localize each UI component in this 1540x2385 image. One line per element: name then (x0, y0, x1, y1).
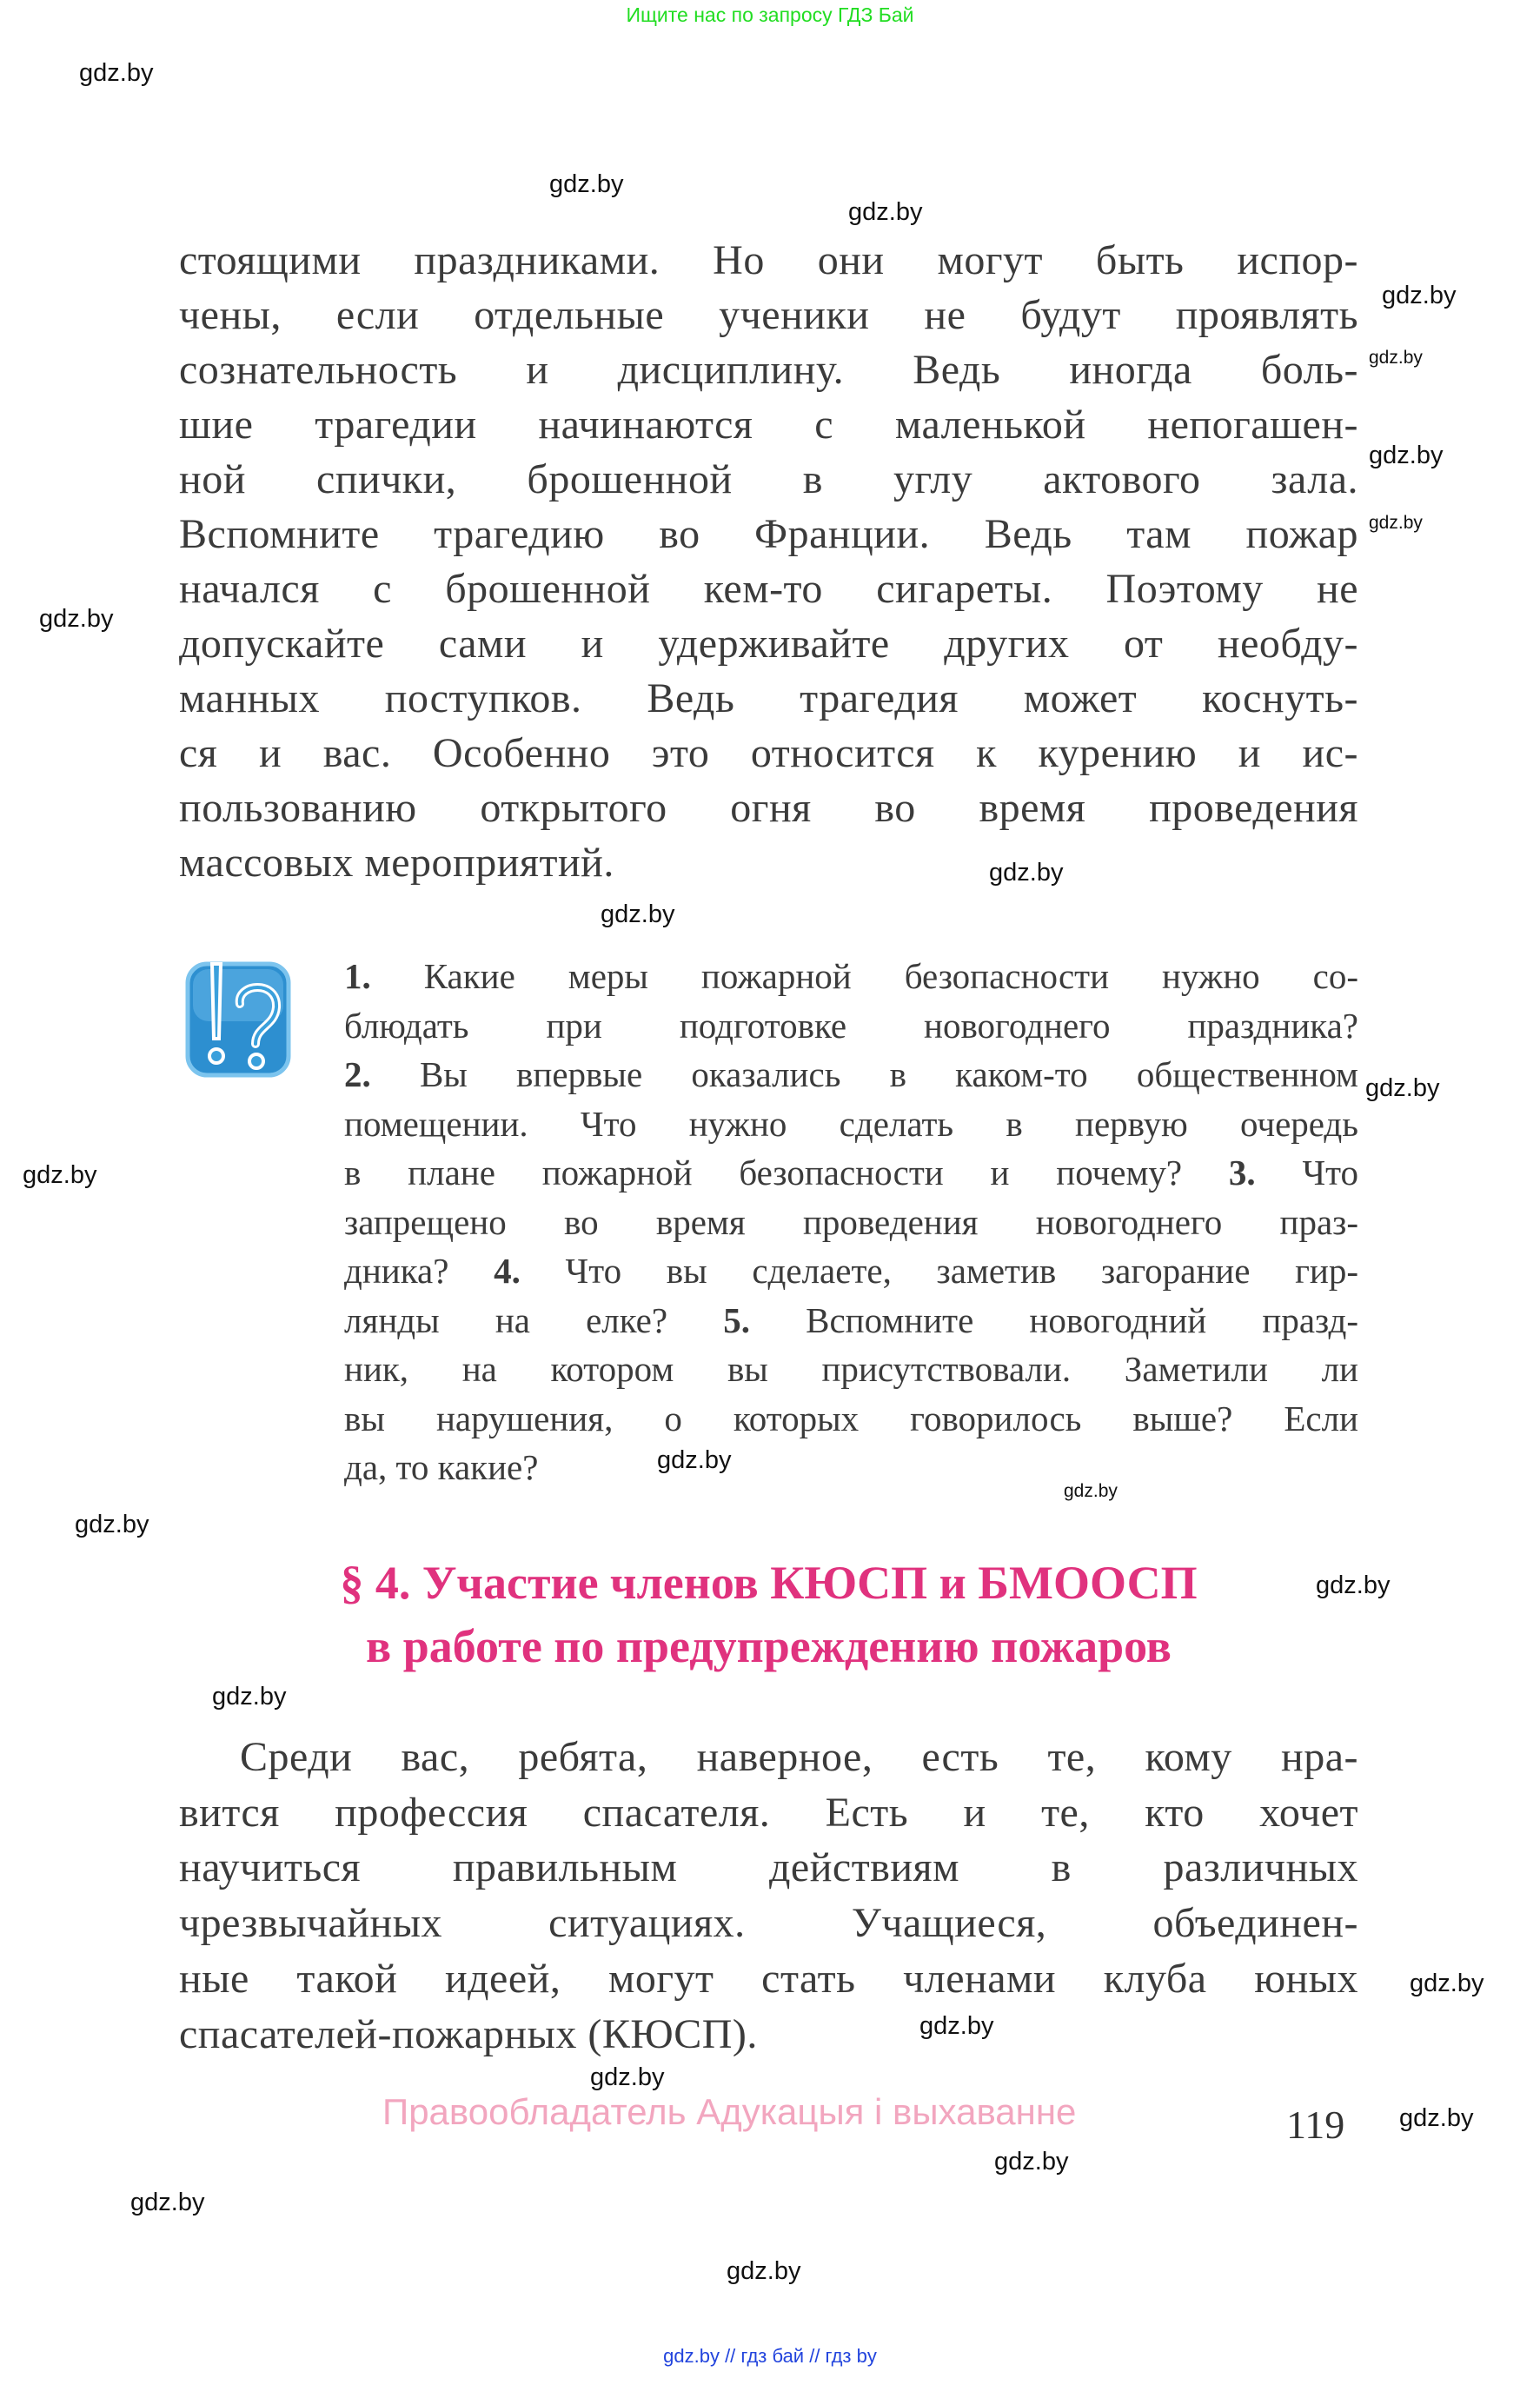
text-line: сознательность и дисциплину. Ведь иногда боль- (179, 347, 1358, 393)
watermark: gdz.by (848, 198, 923, 226)
text-line: дника? 4. Что вы сделаете, заметив загорание гир- (344, 1251, 1358, 1291)
text-line: Среди вас, ребята, наверное, есть те, кому нра- (240, 1734, 1358, 1780)
question-number: 5. (723, 1299, 750, 1340)
text-line: стоящими праздниками. Но они могут быть испор- (179, 237, 1358, 283)
text-line: манных поступков. Ведь трагедия может коснуть- (179, 675, 1358, 721)
paragraph-1 (179, 233, 1358, 890)
copyright-notice: Правообладатель Адукацыя і выхаванне (382, 2091, 1077, 2132)
text-line: ные такой идеей, могут стать членами клуба юных (179, 1955, 1358, 2002)
text-line: ной спички, брошенной в углу актового зала. (179, 456, 1358, 502)
page-number: 119 (1286, 2103, 1345, 2147)
watermark: gdz.by (1399, 2104, 1474, 2132)
bottom-banner: gdz.by // гдз бай // гдз by (663, 2345, 877, 2367)
watermark: gdz.by (727, 2257, 801, 2285)
watermark: gdz.by (989, 859, 1064, 887)
watermark: gdz.by (1382, 282, 1457, 309)
text-line: пользованию открытого огня во время проведения (179, 785, 1358, 831)
watermark: gdz.by (212, 1683, 287, 1711)
watermark: gdz.by (657, 1446, 732, 1474)
text-line: начался с брошенной кем-то сигареты. Поэтому не (179, 566, 1358, 612)
text-line: шие трагедии начинаются с маленькой непогашен- (179, 402, 1358, 448)
heading-line-1: § 4. Участие членов КЮСП и БМООСП (340, 1557, 1198, 1609)
watermark: gdz.by (1064, 1481, 1118, 1501)
watermark: gdz.by (1365, 1074, 1440, 1102)
watermark: gdz.by (590, 2063, 665, 2091)
text-line: ся и вас. Особенно это относится к курению и ис- (179, 730, 1358, 776)
text-line: спасателей-пожарных (КЮСП). (179, 2010, 758, 2057)
text-line: чрезвычайных ситуациях. Учащиеся, объединен- (179, 1900, 1358, 1947)
exclamation-question-icon (183, 953, 294, 1084)
text-line: да, то какие? (344, 1447, 539, 1487)
question-number: 1. (344, 956, 371, 996)
watermark: gdz.by (130, 2189, 205, 2216)
text-line: 2. Вы впервые оказались в каком-то общественном (344, 1054, 1358, 1094)
text-line: 1. Какие меры пожарной безопасности нужно со- (344, 956, 1358, 996)
watermark: gdz.by (1369, 348, 1423, 368)
text-line: чены, если отдельные ученики не будут проявлять (179, 292, 1358, 338)
paragraph-2 (179, 1730, 1358, 2062)
watermark: gdz.by (601, 900, 675, 928)
watermark: gdz.by (549, 170, 624, 198)
question-number: 2. (344, 1054, 371, 1094)
watermark: gdz.by (79, 59, 154, 87)
watermark: gdz.by (39, 605, 114, 633)
watermark: gdz.by (23, 1161, 97, 1189)
text-line: вы нарушения, о которых говорилось выше? Если (344, 1398, 1358, 1438)
text-line: допускайте сами и удерживайте других от необду- (179, 621, 1358, 667)
text-line: массовых мероприятий. (179, 840, 614, 886)
text-line: в плане пожарной безопасности и почему? 3. Что (344, 1153, 1358, 1192)
heading-line-2: в работе по предупреждению пожаров (366, 1620, 1172, 1672)
watermark: gdz.by (994, 2148, 1069, 2176)
text-line: ник, на котором вы присутствовали. Заметили ли (344, 1349, 1358, 1389)
text-line: лянды на елке? 5. Вспомните новогодний празд- (344, 1299, 1358, 1340)
question-number: 4. (494, 1251, 521, 1291)
top-banner: Ищите нас по запросу ГДЗ Бай (626, 3, 914, 26)
text-line: запрещено во время проведения новогоднего праз- (344, 1201, 1358, 1242)
review-questions (344, 952, 1358, 1492)
watermark: gdz.by (1410, 1970, 1484, 1997)
text-line: Вспомните трагедию во Франции. Ведь там пожар (179, 511, 1358, 557)
text-line: вится профессия спасателя. Есть и те, кто хочет (179, 1789, 1358, 1836)
text-line: блюдать при подготовке новогоднего праздника? (344, 1005, 1358, 1046)
watermark: gdz.by (1369, 513, 1423, 533)
section-heading (179, 1551, 1358, 1678)
text-line: научиться правильным действиям в различных (179, 1844, 1358, 1891)
watermark: gdz.by (1369, 442, 1444, 469)
watermark: gdz.by (919, 2012, 994, 2040)
text-line: помещении. Что нужно сделать в первую очередь (344, 1103, 1358, 1144)
watermark: gdz.by (1316, 1571, 1391, 1599)
watermark: gdz.by (75, 1511, 149, 1538)
question-number: 3. (1228, 1153, 1256, 1192)
